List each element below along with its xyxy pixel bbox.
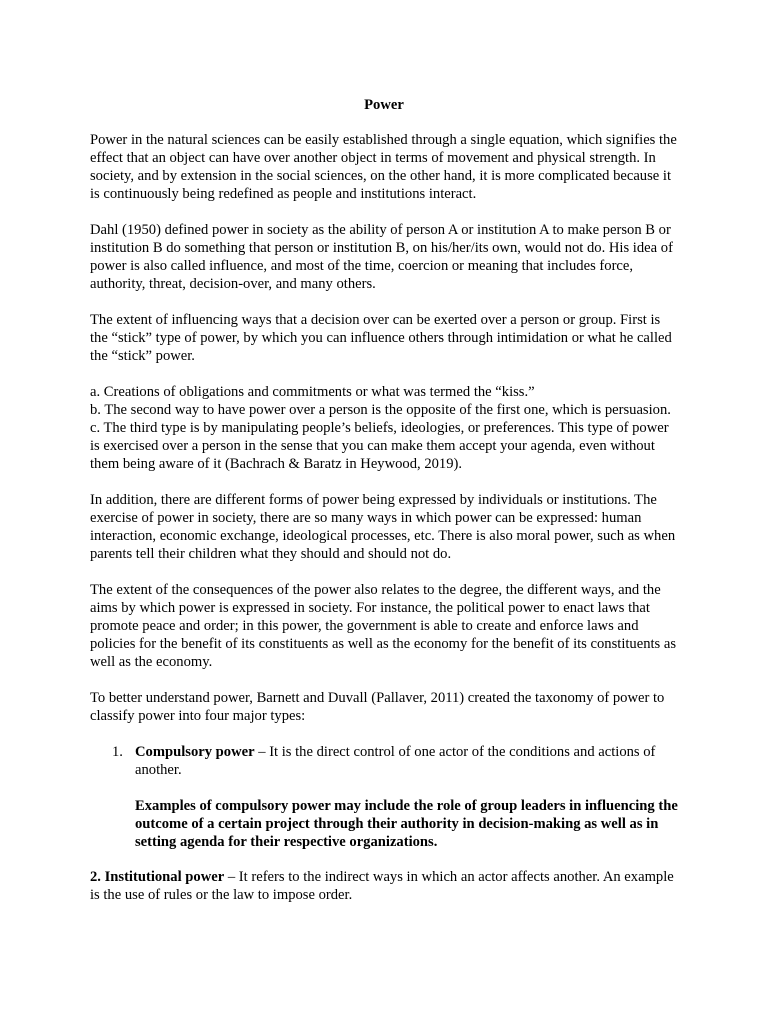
institutional-power-paragraph xyxy=(90,868,678,904)
paragraph: To better understand power, Barnett and Duvall (Pallaver, 2011) created the taxonomy of power to classify power into four major types: xyxy=(90,690,665,724)
lettered-list xyxy=(90,383,678,473)
term-institutional-power: 2. Institutional power xyxy=(90,869,225,885)
document-title: Power xyxy=(364,97,404,113)
paragraph: The extent of the consequences of the power also relates to the degree, the different ways, and the aims by which power is expressed in society. For instance, the political power to enact laws that promote peace and order; in this power, the government is able to create and enforce laws and policies for the benefit of its constituents as well as the economy for the benefit of its constituents as well as the economy. xyxy=(90,582,677,670)
power-types-list xyxy=(90,743,678,851)
paragraph: The extent of influencing ways that a decision over can be exerted over a person or group. First is the “stick” type of power, by which you can influence others through intimidation or what he called the “stick” power. xyxy=(90,312,672,364)
document-body xyxy=(90,96,678,922)
definition-text: – It is the direct control of one actor of the conditions and actions of another. xyxy=(135,744,656,778)
paragraph: Dahl (1950) defined power in society as the ability of person A or institution A to make person B or institution B do something that person or institution B, on his/her/its own, would not do. His idea of power is also called influence, and most of the time, coercion or meaning that includes force, authority, threat, decision-over, and many others. xyxy=(90,222,673,292)
definition-text: – It refers to the indirect ways in which an actor affects another. An example is the use of rules or the law to impose order. xyxy=(90,869,674,903)
definition-line xyxy=(135,744,655,778)
list-item xyxy=(90,743,678,851)
list-item-b: b. The second way to have power over a person is the opposite of the first one, which is persuasion. xyxy=(90,402,671,418)
list-number: 1. xyxy=(112,744,123,760)
paragraph: Power in the natural sciences can be easily established through a single equation, which signifies the effect that an object can have over another object in terms of movement and physical strength. In society, and by extension in the social sciences, on the other hand, it is more complicated because it is continuously being redefined as people and institutions interact. xyxy=(90,132,677,202)
list-item-a: a. Creations of obligations and commitments or what was termed the “kiss.” xyxy=(90,384,535,400)
paragraph: In addition, there are different forms of power being expressed by individuals or institutions. The exercise of power in society, there are so many ways in which power can be expressed: human interaction, economic exchange, ideological processes, etc. There is also moral power, such as when parents tell their children what they should and should not do. xyxy=(90,492,676,562)
example-note: Examples of compulsory power may include the role of group leaders in influencing the outcome of a certain project through their authority in decision-making as well as in setting agenda for their respective organizations. xyxy=(135,798,678,850)
list-item-c: c. The third type is by manipulating people’s beliefs, ideologies, or preferences. This type of power is exercised over a person in the sense that you can make them accept your agenda, even without them being aware of it (Bachrach & Baratz in Heywood, 2019). xyxy=(90,420,669,472)
term-compulsory-power: Compulsory power xyxy=(135,744,255,760)
